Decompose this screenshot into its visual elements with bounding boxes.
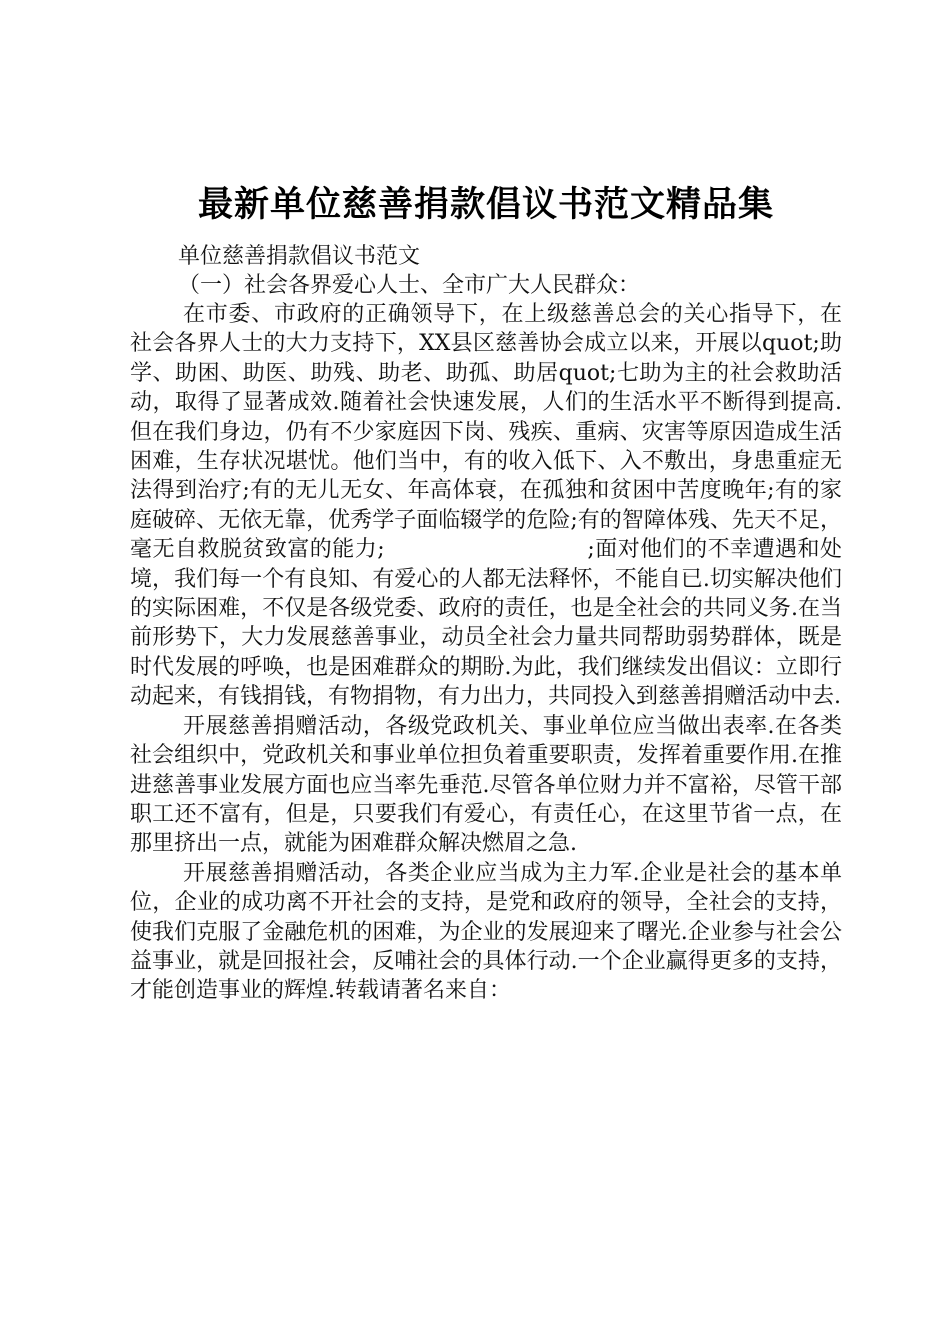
body-paragraph: 开展慈善捐赠活动，各级党政机关、事业单位应当做出表率.在各类社会组织中，党政机关和事业单位担负着重要职责，发挥着重要作用.在推进慈善事业发展方面也应当率先垂范.尽管各单位财力并不富裕，尽管干部职工还不富有，但是，只要我们有爱心，有责任心，在这里节省一点，在那里挤出一点，就能为困难群众解决燃眉之急. [130,713,842,857]
salutation: （一）社会各界爱心人士、全市广大人民群众： [178,273,641,298]
document-subtitle: 单位慈善捐款倡议书范文 [178,244,421,269]
body-paragraph: 在市委、市政府的正确领导下，在上级慈善总会的关心指导下，在社会各界人士的大力支持下，XX县区慈善协会成立以来，开展以quot;助学、助困、助医、助残、助老、助孤、助居quot;七助为主的社会救助活动，取得了显著成效.随着社会快速发展，人们的生活水平不断得到提高.但在我们身边，仍有不少家庭因下岗、残疾、重病、灾害等原因造成生活困难，生存状况堪忧。他们当中，有的收入低下、入不敷出，身患重症无法得到治疗;有的无儿无女、年高体衰，在孤独和贫困中苦度晚年;有的家庭破碎、无依无靠，优秀学子面临辍学的危险;有的智障体残、先天不足，毫无自救脱贫致富的能力; ;面对他们的不幸遭遇和处境，我们每一个有良知、有爱心的人都无法释怀，不能自已.切实解决他们的实际困难，不仅是各级党委、政府的责任，也是全社会的共同义务.在当前形势下，大力发展慈善事业，动员全社会力量共同帮助弱势群体，既是时代发展的呼唤，也是困难群众的期盼.为此，我们继续发出倡议：立即行动起来，有钱捐钱，有物捐物，有力出力，共同投入到慈善捐赠活动中去. [130,302,842,710]
document-title: 最新单位慈善捐款倡议书范文精品集 [197,185,774,225]
document-page [130,180,842,1006]
body-paragraph: 开展慈善捐赠活动，各类企业应当成为主力军.企业是社会的基本单位，企业的成功离不开社会的支持，是党和政府的领导，全社会的支持，使我们克服了金融危机的困难，为企业的发展迎来了曙光.企业参与社会公益事业，就是回报社会，反哺社会的具体行动.一个企业赢得更多的支持，才能创造事业的辉煌.转载请著名来自： [130,860,842,1004]
